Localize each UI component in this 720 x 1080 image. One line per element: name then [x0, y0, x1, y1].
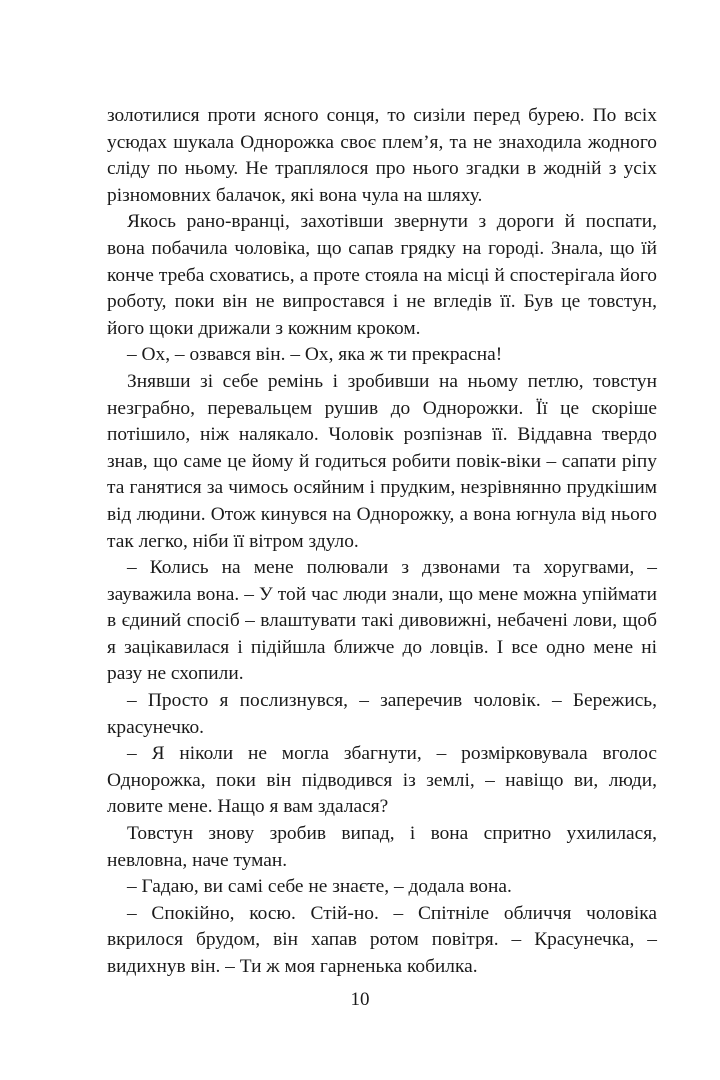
paragraph: – Я ніколи не могла збагнути, – розмірковувала вголос Однорожка, поки він підводився із землі, – навіщо ви, люди, ловите мене. Нащо я вам здалася? [107, 743, 657, 818]
body-text [107, 103, 657, 981]
page-number: 10 [350, 989, 370, 1010]
paragraph: золотилися проти ясного сонця, то сизіли перед бурею. По всіх усюдах шукала Однорожка своє плем’я, та не знаходила жодного сліду по ньому. Не траплялося про нього згадки в жодній з усіх різномовних балачок, які вона чула на шляху. [107, 105, 657, 206]
paragraph: – Спокійно, косю. Стій-но. – Спітніле обличчя чоловіка вкрилося брудом, він хапав ротом повітря. – Красунечка, – видихнув він. – Ти ж моя гарненька кобилка. [107, 902, 657, 977]
paragraph: – Колись на мене полювали з дзвонами та хоругвами, – зауважила вона. – У той час люди знали, що мене можна упіймати в єдиний спосіб – влаштувати такі дивовижні, небачені лови, щоб я зацікавилася і підійшла ближче до ловців. І все одно мене ні разу не схопили. [107, 557, 657, 685]
paragraph: Товстун знову зробив випад, і вона спритно ухилилася, невловна, наче туман. [107, 823, 657, 871]
paragraph: Знявши зі себе ремінь і зробивши на ньому петлю, товстун незграбно, перевальцем рушив до Однорожки. Її це скоріше потішило, ніж налякало. Чоловік розпізнав її. Віддавна твердо знав, що саме це йому й годиться робити повік-віки – сапати ріпу та ганятися за чимось осяйним і прудким, незрівнянно прудкішим від людини. Отож кинувся на Однорожку, а вона югнула від нього так легко, ніби її вітром здуло. [107, 370, 657, 552]
paragraph: – Просто я послизнувся, – заперечив чоловік. – Бережись, красунечко. [107, 690, 657, 738]
paragraph: – Ох, – озвався він. – Ох, яка ж ти прекрасна! [127, 344, 503, 366]
paragraph: Якось рано-вранці, захотівши звернути з дороги й поспати, вона побачила чоловіка, що сапав грядку на городі. Знала, що їй конче треба сховатись, а проте стояла на місці й спостерігала його роботу, поки він не випростався і не вгледів її. Був це товстун, його щоки дрижали з кожним кроком. [107, 211, 657, 339]
paragraph: – Гадаю, ви самі себе не знаєте, – додала вона. [127, 876, 512, 898]
